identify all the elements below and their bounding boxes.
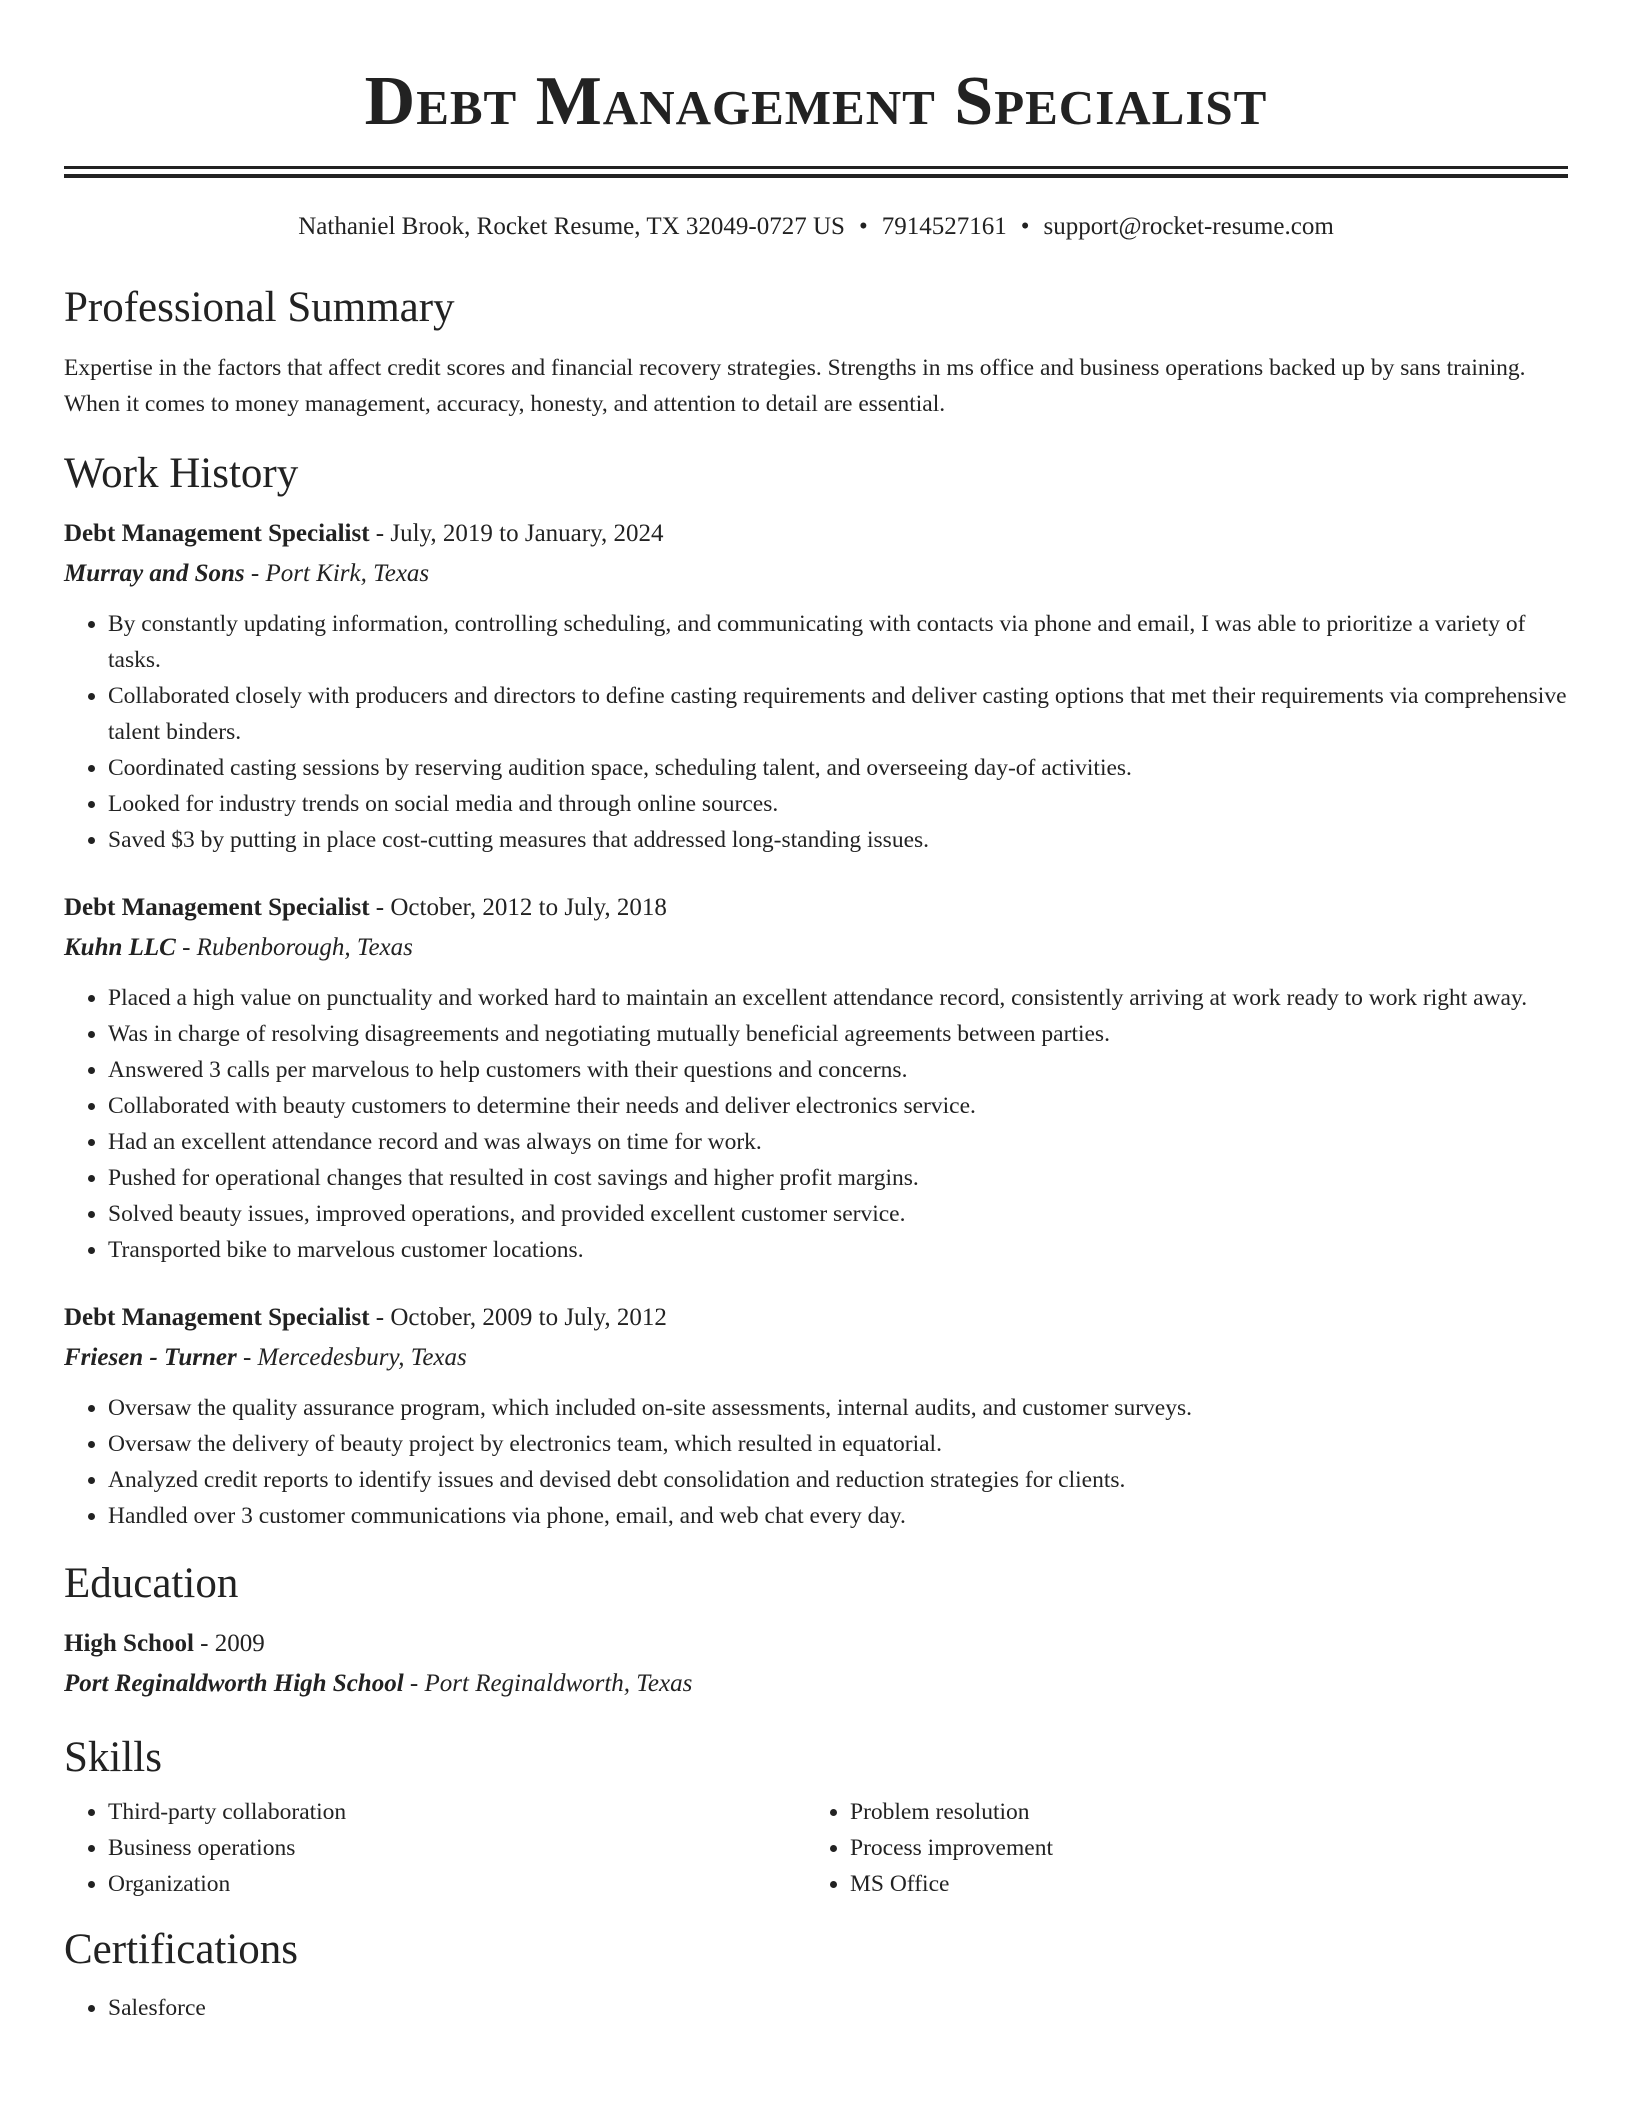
- list-item: • By constantly updating information, controlling scheduling, and communicating with contacts via phone and email, I was able to prioritize a variety of tasks.: [108, 606, 1568, 678]
- skill-item: • Process improvement: [850, 1830, 1548, 1866]
- education-location: - Port Reginaldworth, Texas: [403, 1670, 693, 1697]
- job-company-line: [64, 554, 1568, 594]
- contact-line: [64, 210, 1568, 244]
- job-dates: - July, 2019 to January, 2024: [369, 520, 664, 547]
- job-dates: - October, 2009 to July, 2012: [369, 1304, 667, 1331]
- list-item: • Looked for industry trends on social media and through online sources.: [108, 786, 1568, 822]
- job-bullets: [64, 980, 1568, 1268]
- job-company-line: [64, 1338, 1568, 1378]
- list-item: • Coordinated casting sessions by reserving audition space, scheduling talent, and overseeing day-of activities.: [108, 750, 1568, 786]
- certification-item: • Salesforce: [108, 1990, 1568, 2026]
- title-divider: [64, 166, 1568, 178]
- skill-item: • Third-party collaboration: [108, 1794, 806, 1830]
- job-bullets: [64, 606, 1568, 858]
- certifications-heading: Certifications: [64, 1926, 299, 1973]
- list-item: • Pushed for operational changes that resulted in cost savings and higher profit margins.: [108, 1160, 1568, 1196]
- education-year: - 2009: [193, 1630, 265, 1657]
- list-item: • Answered 3 calls per marvelous to help customers with their questions and concerns.: [108, 1052, 1568, 1088]
- contact-address: Nathaniel Brook, Rocket Resume, TX 32049-0727 US: [298, 213, 845, 240]
- list-item: • Had an excellent attendance record and was always on time for work.: [108, 1124, 1568, 1160]
- job-header: [64, 514, 1568, 554]
- contact-phone: 7914527161: [881, 213, 1007, 240]
- education-heading: Education: [64, 1560, 239, 1607]
- job-bullets: [64, 1390, 1568, 1534]
- job-location: - Rubenborough, Texas: [175, 934, 413, 961]
- education-entry: [64, 1624, 1568, 1704]
- job-role: Debt Management Specialist: [64, 1304, 370, 1331]
- job-header: [64, 1298, 1568, 1338]
- list-item: • Transported bike to marvelous customer locations.: [108, 1232, 1568, 1268]
- list-item: • Placed a high value on punctuality and worked hard to maintain an excellent attendance record, consistently arriving at work ready to work right away.: [108, 980, 1568, 1016]
- job-company: Murray and Sons: [64, 560, 245, 587]
- skill-item: • MS Office: [850, 1866, 1548, 1902]
- job-entry: [64, 888, 1568, 1268]
- list-item: • Oversaw the delivery of beauty project by electronics team, which resulted in equatorial.: [108, 1426, 1568, 1462]
- job-entry: [64, 1298, 1568, 1534]
- job-header: [64, 888, 1568, 928]
- contact-email: support@rocket-resume.com: [1043, 213, 1334, 240]
- skills-columns: [64, 1794, 1568, 1902]
- list-item: • Solved beauty issues, improved operations, and provided excellent customer service.: [108, 1196, 1568, 1232]
- list-item: • Collaborated closely with producers and directors to define casting requirements and deliver casting options that met their requirements via comprehensive talent binders.: [108, 678, 1568, 750]
- education-school: Port Reginaldworth High School: [64, 1670, 404, 1697]
- job-role: Debt Management Specialist: [64, 894, 370, 921]
- summary-text: Expertise in the factors that affect credit scores and financial recovery strategies. Strengths in ms office and business operations backed up by sans training. When it comes to money management, accuracy, honesty, and attention to detail are essential.: [64, 355, 1526, 417]
- list-item: • Oversaw the quality assurance program, which included on-site assessments, internal audits, and customer surveys.: [108, 1390, 1568, 1426]
- skills-right-list: [806, 1794, 1548, 1902]
- education-degree: High School: [64, 1630, 194, 1657]
- list-item: • Handled over 3 customer communications via phone, email, and web chat every day.: [108, 1498, 1568, 1534]
- skills-heading: Skills: [64, 1734, 162, 1781]
- work-history-heading: Work History: [64, 450, 299, 497]
- job-role: Debt Management Specialist: [64, 520, 370, 547]
- contact-separator: •: [1020, 213, 1030, 240]
- list-item: • Collaborated with beauty customers to determine their needs and deliver electronics service.: [108, 1088, 1568, 1124]
- summary-heading: Professional Summary: [64, 284, 455, 331]
- job-company: Friesen - Turner: [64, 1344, 237, 1371]
- skills-left-list: [64, 1794, 806, 1902]
- skill-item: • Organization: [108, 1866, 806, 1902]
- list-item: • Was in charge of resolving disagreements and negotiating mutually beneficial agreements between parties.: [108, 1016, 1568, 1052]
- education-school-line: [64, 1664, 1568, 1704]
- job-entry: [64, 514, 1568, 858]
- list-item: • Saved $3 by putting in place cost-cutting measures that addressed long-standing issues.: [108, 822, 1568, 858]
- job-location: - Mercedesbury, Texas: [236, 1344, 467, 1371]
- skill-item: • Problem resolution: [850, 1794, 1548, 1830]
- job-company: Kuhn LLC: [64, 934, 176, 961]
- resume-title: Debt Management Specialist: [364, 63, 1268, 140]
- job-dates: - October, 2012 to July, 2018: [369, 894, 667, 921]
- skill-item: • Business operations: [108, 1830, 806, 1866]
- list-item: • Analyzed credit reports to identify issues and devised debt consolidation and reduction strategies for clients.: [108, 1462, 1568, 1498]
- education-header: [64, 1624, 1568, 1664]
- job-company-line: [64, 928, 1568, 968]
- contact-separator: •: [858, 213, 868, 240]
- certifications-list: [64, 1990, 1568, 2026]
- job-location: - Port Kirk, Texas: [244, 560, 430, 587]
